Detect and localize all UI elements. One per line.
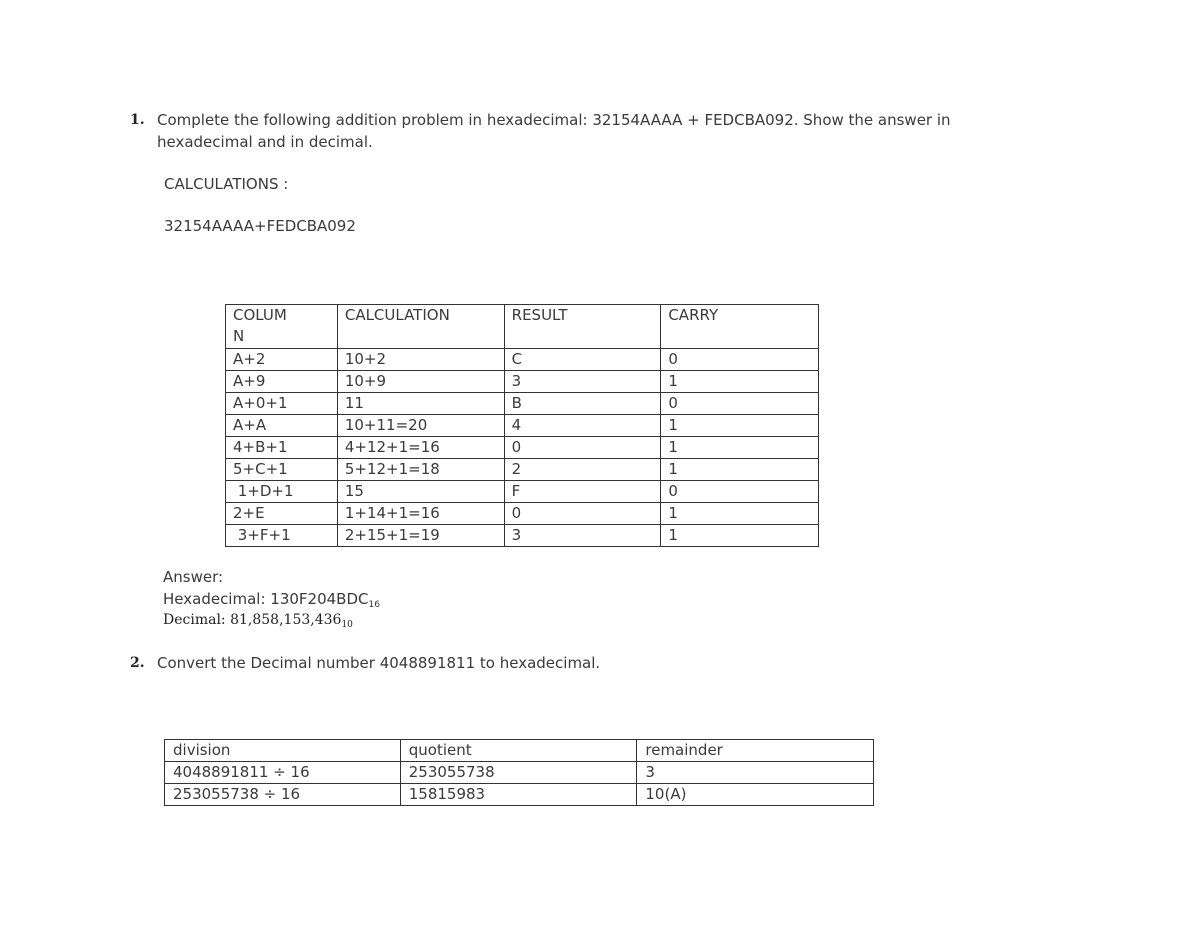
addition-table-cell: C (504, 349, 661, 371)
decimal-answer-text: Decimal: 81,858,153,436 (163, 612, 342, 628)
addition-table-cell: 11 (337, 393, 504, 415)
addition-table-cell: A+A (226, 415, 338, 437)
division-table-header-row (165, 740, 874, 762)
division-table-row (165, 762, 874, 784)
division-table-header-cell: division (165, 740, 401, 762)
addition-table-cell: 1 (661, 525, 819, 547)
addition-table-cell: 15 (337, 481, 504, 503)
addition-table-cell: 10+11=20 (337, 415, 504, 437)
decimal-answer (163, 612, 353, 630)
addition-table-cell: 1 (661, 371, 819, 393)
division-table-cell: 10(A) (637, 784, 874, 806)
addition-table-row (226, 415, 819, 437)
addition-table-cell: 1 (661, 437, 819, 459)
division-table (164, 739, 874, 806)
addition-table-cell: 4 (504, 415, 661, 437)
addition-table-cell: 0 (504, 503, 661, 525)
division-table-cell: 3 (637, 762, 874, 784)
addition-table-row (226, 459, 819, 481)
division-table-header-cell: remainder (637, 740, 874, 762)
addition-table-cell: 4+B+1 (226, 437, 338, 459)
addition-table-cell: 0 (661, 393, 819, 415)
addition-table-cell: 0 (661, 349, 819, 371)
addition-table-header-cell: RESULT (504, 305, 661, 349)
answer-label: Answer: (163, 568, 224, 586)
addition-table-cell: F (504, 481, 661, 503)
addition-table-cell: 1+14+1=16 (337, 503, 504, 525)
question-2-text: Convert the Decimal number 4048891811 to hexadecimal. (157, 654, 601, 672)
addition-table-row (226, 437, 819, 459)
division-table-cell: 253055738 ÷ 16 (165, 784, 401, 806)
hexadecimal-answer-text: Hexadecimal: 130F204BDC (163, 590, 369, 608)
addition-table-cell: 10+9 (337, 371, 504, 393)
question-number-2: 2. (130, 655, 145, 671)
addition-table-cell: 2+E (226, 503, 338, 525)
addition-table-cell: 1 (661, 503, 819, 525)
addition-table-cell: 4+12+1=16 (337, 437, 504, 459)
addition-table-cell: 1+D+1 (226, 481, 338, 503)
question-1-line-1: Complete the following addition problem in hexadecimal: 32154AAAA + FEDCBA092. Show the answer in (157, 111, 951, 129)
division-table-cell: 15815983 (400, 784, 637, 806)
addition-table-row (226, 525, 819, 547)
addition-table-cell: 10+2 (337, 349, 504, 371)
addition-table-row (226, 371, 819, 393)
division-table-cell: 253055738 (400, 762, 637, 784)
question-1-line-2: hexadecimal and in decimal. (157, 133, 373, 151)
calculations-label: CALCULATIONS : (164, 175, 289, 193)
addition-table-cell: A+0+1 (226, 393, 338, 415)
addition-table-cell: 3+F+1 (226, 525, 338, 547)
addition-table-cell: A+9 (226, 371, 338, 393)
addition-table-row (226, 349, 819, 371)
addition-table (225, 304, 819, 547)
addition-table-row (226, 503, 819, 525)
addition-table-cell: A+2 (226, 349, 338, 371)
addition-table-cell: 0 (661, 481, 819, 503)
addition-table-cell: 5+C+1 (226, 459, 338, 481)
addition-table-cell: 2+15+1=19 (337, 525, 504, 547)
addition-table-header-cell: CARRY (661, 305, 819, 349)
addition-table-row (226, 481, 819, 503)
addition-table-row (226, 393, 819, 415)
addition-table-header-cell: COLUM N (226, 305, 338, 349)
hexadecimal-base: 16 (368, 600, 380, 610)
decimal-base: 10 (341, 620, 353, 630)
addition-expression: 32154AAAA+FEDCBA092 (164, 217, 356, 235)
addition-table-cell: 1 (661, 415, 819, 437)
question-1-text (157, 109, 951, 153)
addition-table-cell: 3 (504, 371, 661, 393)
division-table-cell: 4048891811 ÷ 16 (165, 762, 401, 784)
question-number-1: 1. (130, 112, 145, 128)
addition-table-cell: 3 (504, 525, 661, 547)
addition-table-cell: B (504, 393, 661, 415)
hexadecimal-answer (163, 590, 380, 610)
addition-table-cell: 1 (661, 459, 819, 481)
addition-table-cell: 5+12+1=18 (337, 459, 504, 481)
addition-table-cell: 2 (504, 459, 661, 481)
division-table-row (165, 784, 874, 806)
division-table-header-cell: quotient (400, 740, 637, 762)
addition-table-header-row (226, 305, 819, 349)
addition-table-cell: 0 (504, 437, 661, 459)
addition-table-header-cell: CALCULATION (337, 305, 504, 349)
